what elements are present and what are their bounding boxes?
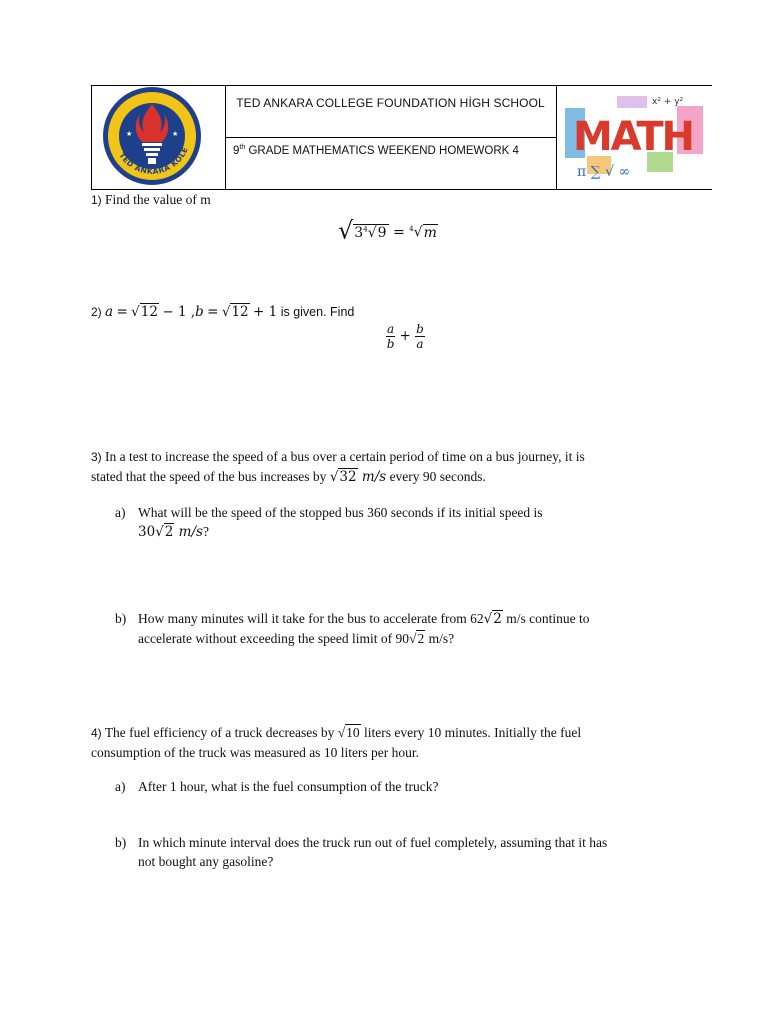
part-label: b): [115, 835, 127, 850]
math-collage-image: [557, 86, 712, 189]
question-4-line-1: 4) The fuel efficiency of a truck decreases by √10 liters every 10 minutes. Initially the fuel: [91, 725, 582, 740]
logo-cell: [92, 86, 226, 189]
svg-text:π ∑ √ ∞: π ∑ √ ∞: [577, 164, 631, 180]
homework-title: 9th GRADE MATHEMATICS WEEKEND HOMEWORK 4: [233, 144, 519, 157]
question-2-expression: $\frac{a}{b}$ + $\frac{b}{a}$: [386, 322, 424, 351]
question-number: 1): [91, 193, 102, 207]
school-name: TED ANKARA COLLEGE FOUNDATION HİGH SCHOOL: [236, 96, 545, 110]
school-logo: [92, 86, 225, 189]
question-1: [91, 190, 211, 210]
header-table: [91, 85, 712, 190]
svg-text:MATH: MATH: [573, 114, 695, 160]
question-text: Find the value of m: [105, 192, 211, 207]
svg-text:★: ★: [126, 130, 133, 138]
question-4: [91, 723, 711, 762]
title-cell: [225, 86, 556, 189]
svg-text:TED ANKARA KOLEJİ: TED ANKARA KOLE: [117, 145, 190, 176]
question-3-line-2: stated that the speed of the bus increases by √32 m/s every 90 seconds.: [91, 469, 486, 485]
variable-a: a: [105, 304, 114, 320]
variable-b: b: [195, 304, 204, 320]
question-3-part-a: a) What will be the speed of the stopped bus 360 seconds if its initial speed is 30√2 m/s?: [115, 505, 543, 540]
question-3-part-b: b) How many minutes will it take for the bus to accelerate from 62√2 m/s continue to accelerate without exceeding the speed limit of 90√2 m/s?: [115, 611, 590, 646]
part-label: b): [115, 611, 127, 626]
art-cell: [556, 86, 712, 189]
question-1-equation: $√3^4√9 = ^4√m$: [338, 216, 437, 245]
question-4-part-b: b) In which minute interval does the truck run out of fuel completely, assuming that it has not bought any gasoline?: [115, 835, 608, 869]
part-label: a): [115, 779, 126, 794]
question-4-line-2: consumption of the truck was measured as 10 liters per hour.: [91, 745, 420, 760]
title-divider: [225, 137, 556, 138]
svg-text:★: ★: [172, 130, 179, 138]
question-3: [91, 447, 711, 487]
part-label: a): [115, 505, 126, 520]
question-4-part-a: a) After 1 hour, what is the fuel consumption of the truck?: [115, 779, 439, 794]
question-3-line-1: 3) In a test to increase the speed of a bus over a certain period of time on a bus journey, it is: [91, 449, 585, 464]
question-2: 2) a = √12 − 1 ,b = √12 + 1 is given. Find: [91, 304, 355, 320]
question-number: 2): [91, 305, 102, 319]
svg-text:x² + y²: x² + y²: [652, 97, 684, 107]
